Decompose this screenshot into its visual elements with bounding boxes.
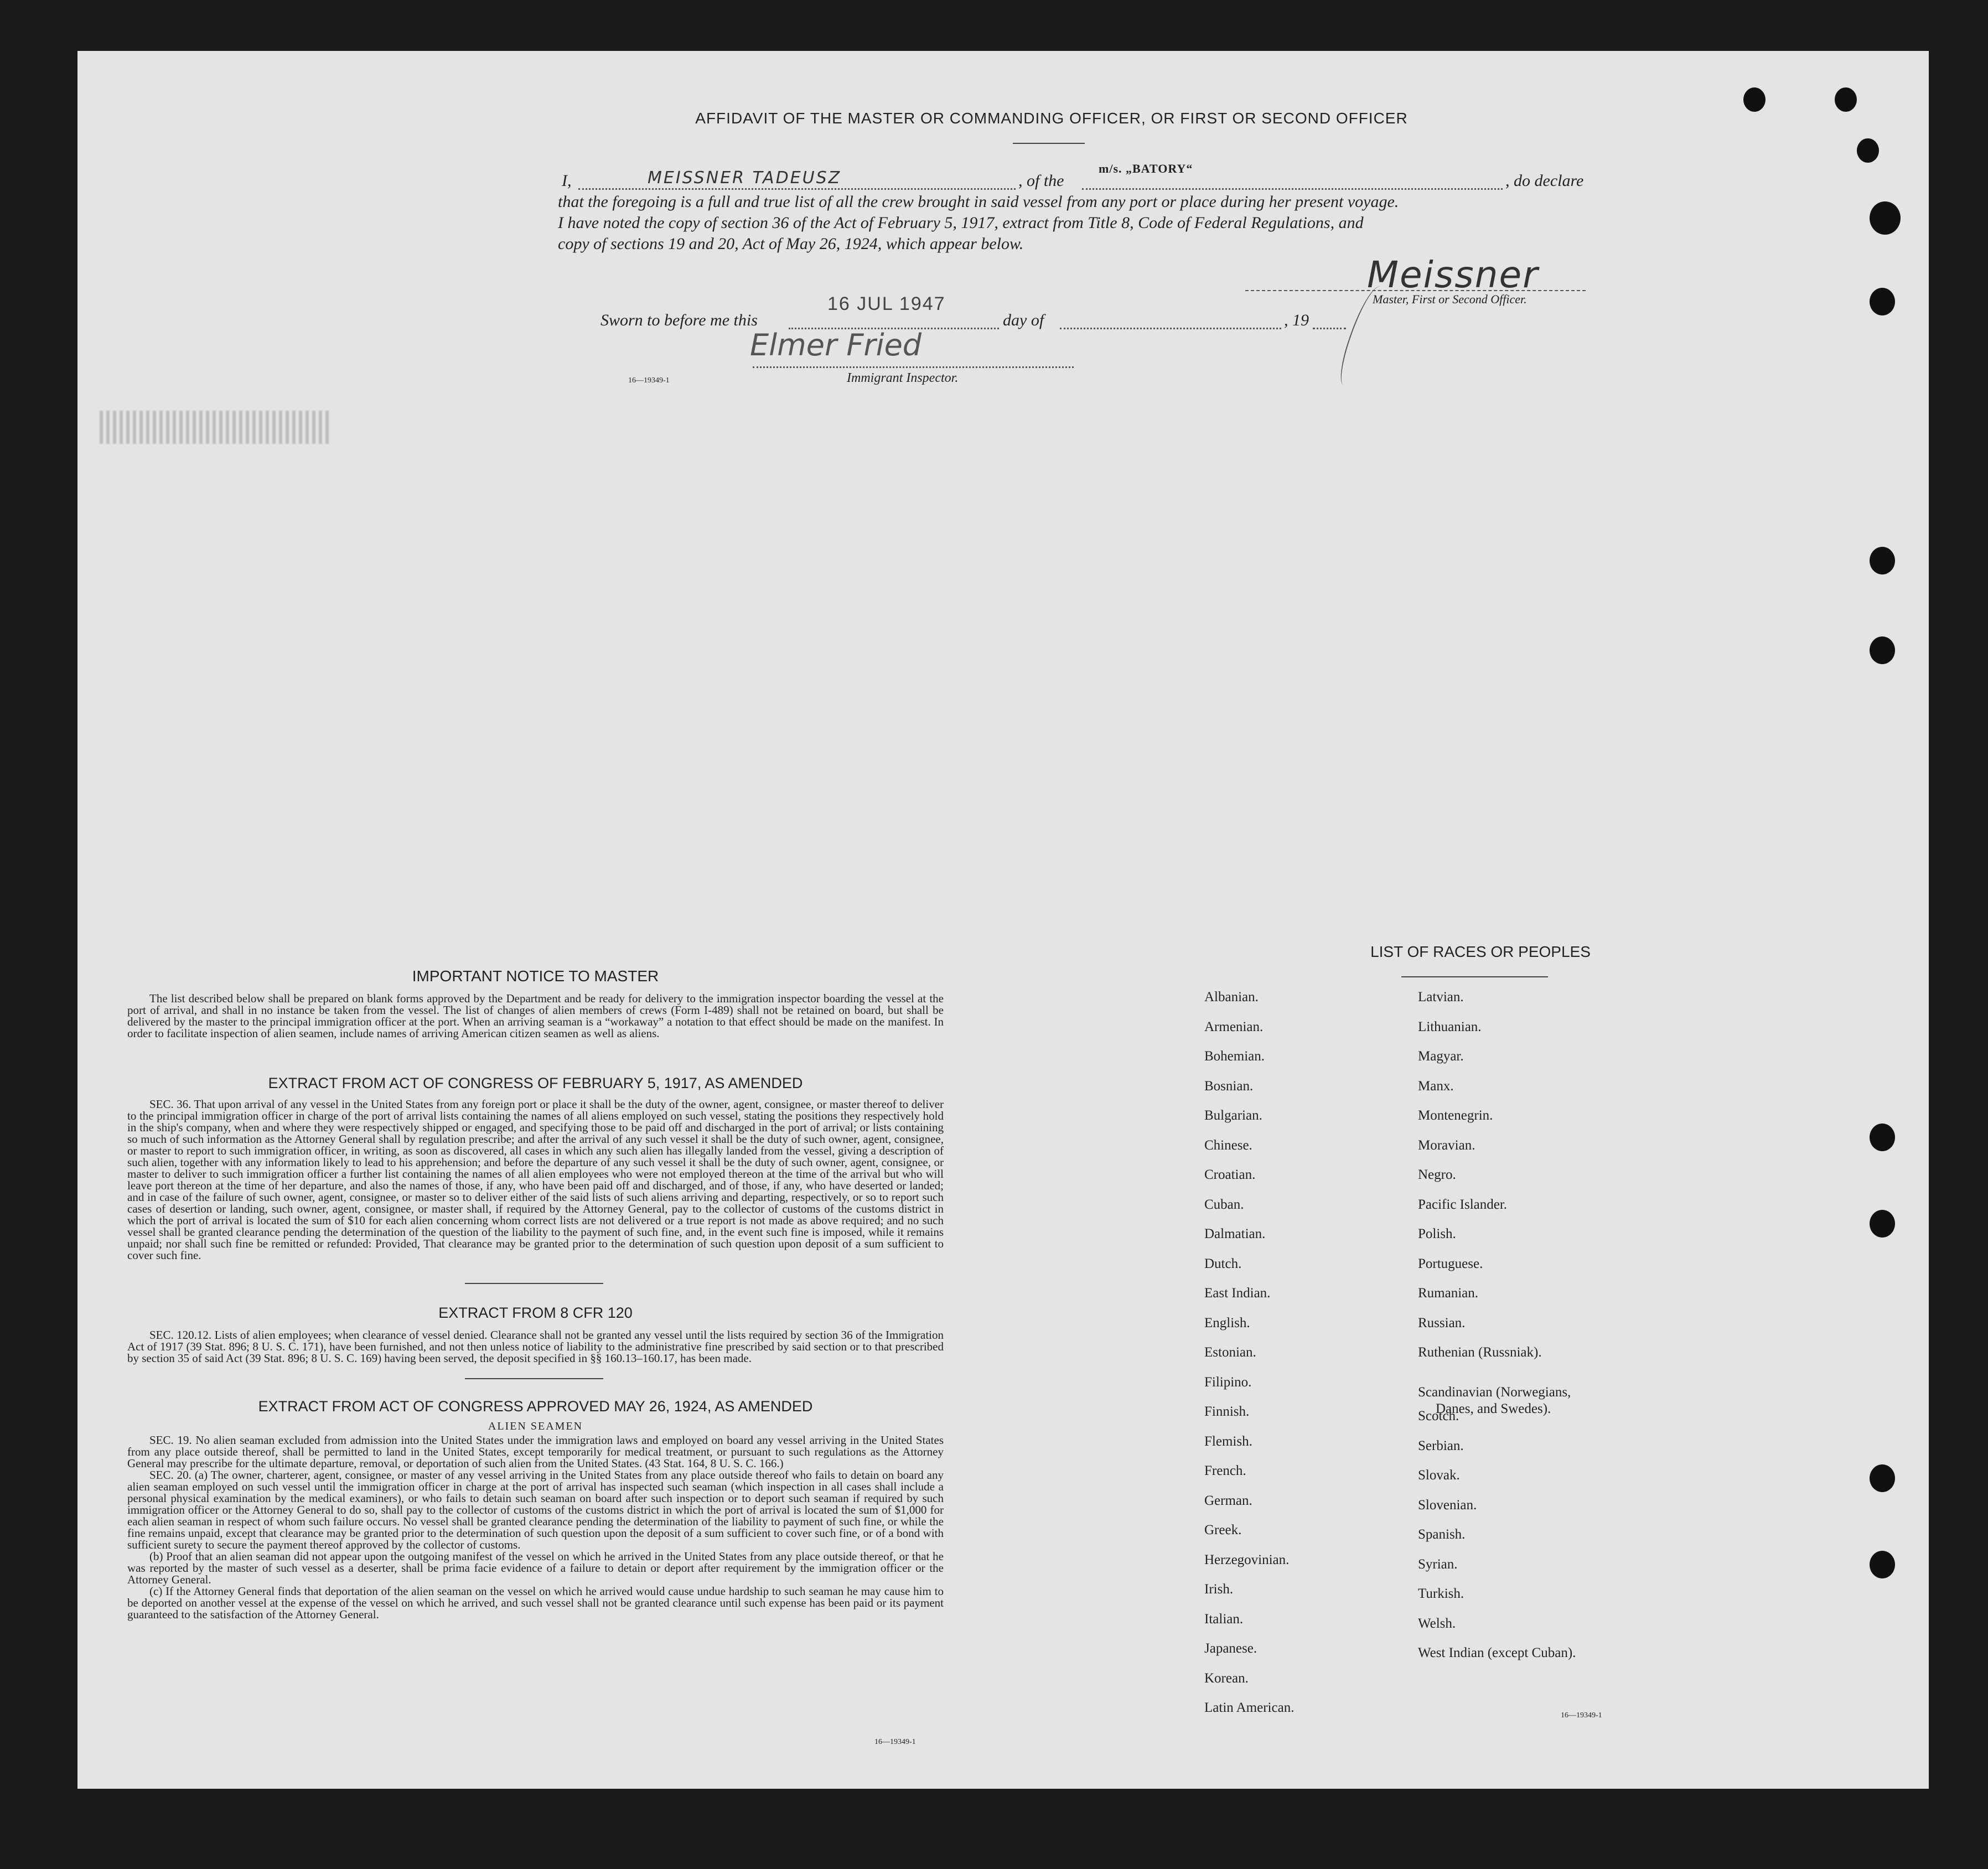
binder-hole [1835,87,1857,112]
race-item: Bosnian. [1204,1078,1254,1094]
document-page [77,51,1929,1789]
race-item: Bohemian. [1204,1049,1265,1064]
race-item: Irish. [1204,1582,1234,1597]
binder-hole [1857,138,1879,163]
race-item: Dalmatian. [1204,1226,1266,1241]
month-line [1060,328,1281,329]
race-item: Finnish. [1204,1404,1250,1419]
binder-hole [1870,547,1895,574]
race-item: Korean. [1204,1670,1249,1686]
race-item: Manx. [1418,1078,1454,1094]
race-item: Magyar. [1418,1049,1464,1064]
races-underline [1401,976,1548,977]
year-label: , 19 [1284,311,1309,329]
races-form-number: 16—19349-1 [1561,1711,1602,1720]
binder-hole [1870,288,1895,315]
notice-paragraph: The list described below shall be prepared on blank forms approved by the Department and be ready for delivery to the immigration inspector boarding the vessel at the port of arrival, and shall in no instance be taken from the vessel. The list of changes of alien members of crews (Form I-489) shall not be retained on board, but shall be delivered by the master to the principal immigration officer at the port. When an arriving seaman is a “workaway” a notation to that effect should be made on the manifest. In order to facilitate inspection of alien seamen, include names of arriving American citizen seamen as well as aliens. [127,992,944,1040]
race-item: Russian. [1418,1315,1466,1330]
divider [465,1378,603,1379]
race-item: Slovak. [1418,1468,1460,1483]
race-item: Scotch. [1418,1409,1459,1424]
race-item: Greek. [1204,1523,1242,1537]
master-signature: Meissner [1367,253,1539,296]
race-item: East Indian. [1204,1286,1271,1301]
sec36-paragraph: SEC. 36. That upon arrival of any vessel in the United States from any foreign port or place it shall be the duty of the owner, agent, consignee, or master thereof to deliver to the principal immigration officer in charge of the port of arrival lists containing the names of all aliens employed on such vessel, stating the positions they respectively hold in the ship's company, when and where they were respectively shipped or engaged, and specifying those to be paid off and discharged in the port of arrival; or lists containing so much of such information as the Attorney General shall by regulation prescribe; and after the arrival of any such vessel it shall be the duty of such owner, agent, consignee, or master to report to such immigration officer, in writing, as soon as discovered, all cases in which any such alien has illegally landed from the vessel, giving a description of such alien, together with any information likely to lead to his apprehension; and before the departure of any such vessel it shall be the duty of such owner, agent, consignee, or master to deliver to such immigration officer a further list containing the names of all alien employees who were not employed thereon at the time of the arrival but who will leave port thereon at the time of her departure, and also the names of those, if any, who have been paid off and discharged, and of those, if any, who have deserted or landed; and in case of the failure of such owner, agent, consignee, or master so to deliver either of the said lists of such aliens arriving and departing, respectively, or so to report such cases of desertion or landing, such owner, agent, consignee, or master shall, if required by the Attorney General, pay to the collector of customs of the customs district in which the port of arrival is located the sum of $10 for each alien concerning whom correct lists are not delivered or a true report is not made as above required; and no such vessel shall be granted clearance pending the determination of the question of the liability to the payment of such fine, and, in the event such fine is imposed, while it remains unpaid; nor shall such fine be remitted or refunded: Provided, That clearance may be granted prior to the determination of such question upon deposit of a sum sufficient to cover such fine. [127,1097,944,1262]
race-item: Turkish. [1418,1586,1464,1602]
race-item: Chinese. [1204,1137,1252,1153]
cfr-heading: EXTRACT FROM 8 CFR 120 [438,1304,633,1321]
binder-hole [1743,87,1766,112]
extract1917-text [127,1099,944,1261]
day-of-label: day of [1003,311,1044,329]
race-item: Rumanian. [1418,1286,1479,1301]
extract1924-heading: EXTRACT FROM ACT OF CONGRESS APPROVED MAY 26, 1924, AS AMENDED [258,1398,813,1415]
race-item: Bulgarian. [1204,1108,1262,1123]
affidavit-line-3: I have noted the copy of section 36 of the Act of February 5, 1917, extract from Title 8, Code of Federal Regulations, and [558,214,1364,232]
divider [465,1283,603,1284]
race-item: Moravian. [1418,1137,1476,1153]
sec20a-paragraph: SEC. 20. (a) The owner, charterer, agent, consignee, or master of any vessel arriving in the United States from any place outside thereof who fails to detain on board any alien seaman employed on such vessel until the immigration officer in charge at the port of arrival has inspected such seaman (which inspection in all cases shall include a personal physical examination by the medical examiners), or who fails to detain such seaman on board after such inspection or to deport such seaman if required by such immigration officer or the Attorney General to do so, shall pay to the collector of customs of the customs district in which the port of arrival is located the sum of $1,000 for each alien seaman in respect of whom such failure occurs. No vessel shall be granted clearance pending the determination of the liability to payment of such fine, or while the fine remains unpaid, except that clearance may be granted prior to the determination of such question upon the deposit of a sum sufficient to cover such fine, or of a bond with sufficient surety to secure the payment thereof approved by the collector of customs. [127,1468,944,1551]
sec19-paragraph: SEC. 19. No alien seaman excluded from admission into the United States under the immigration laws and employed on board any vessel arriving in the United States from any place outside thereof, shall be permitted to land in the United States, except temporarily for medical treatment, or pursuant to such regulations as the Attorney General may prescribe for the ultimate departure, removal, or deportation of such alien from the United States. (43 Stat. 164, 8 U. S. C. 166.) [127,1433,944,1470]
inspector-line [753,366,1074,368]
binder-hole [1870,636,1895,664]
affidavit-title: AFFIDAVIT OF THE MASTER OR COMMANDING OFFICER, OR FIRST OR SECOND OFFICER [695,110,1408,127]
sworn-label: Sworn to before me this [600,311,758,329]
extract-form-number: 16—19349-1 [874,1738,916,1746]
races-heading: LIST OF RACES OR PEOPLES [1370,943,1591,960]
race-item: Spanish. [1418,1527,1466,1542]
do-declare-label: , do declare [1505,172,1584,190]
master-name-handwritten: MEISSNER TADEUSZ [648,168,842,188]
cfr-text [127,1329,944,1364]
vessel-name: m/s. „BATORY“ [1099,162,1193,175]
race-item: Welsh. [1418,1616,1456,1631]
sec20c-paragraph: (c) If the Attorney General finds that deportation of the alien seaman on the vessel on which he arrived would cause undue hardship to such seaman he may cause him to be deported on another vessel at the expense of the vessel on which he arrived, and such vessel shall not be granted clearance until such expense has been paid or its payment guaranteed to the satisfaction of the Attorney General. [127,1585,944,1621]
race-item: Japanese. [1204,1641,1257,1656]
race-item: Albanian. [1204,990,1259,1005]
binder-hole [1870,1464,1895,1492]
vessel-line [1082,188,1503,190]
extract1924-text [127,1435,944,1621]
binder-hole [1870,1124,1895,1151]
race-item: Polish. [1418,1226,1456,1241]
race-item: West Indian (except Cuban). [1418,1645,1576,1661]
race-item: Armenian. [1204,1019,1264,1034]
sec20b-paragraph: (b) Proof that an alien seaman did not appear upon the outgoing manifest of the vessel on which he arrived in the United States from any place outside thereof, or that he was reported by the master of such vessel as a deserter, shall be prima facie evidence of a failure to detain or deport after requirement by the immigration officer or the Attorney General. [127,1550,944,1586]
race-item: Latin American. [1204,1700,1295,1715]
race-item: French. [1204,1463,1246,1478]
affidavit-line-2: that the foregoing is a full and true list of all the crew brought in said vessel from any port or place during her present voyage. [558,193,1399,211]
inspector-signature: Elmer Fried [750,328,922,363]
race-item: Montenegrin. [1418,1108,1493,1123]
faded-stamp [100,411,332,444]
race-item: Estonian. [1204,1345,1256,1360]
signature-line [1245,290,1586,291]
extract1917-heading: EXTRACT FROM ACT OF CONGRESS OF FEBRUARY 5, 1917, AS AMENDED [268,1075,803,1091]
date-stamp: 16 JUL 1947 [827,293,946,314]
inspector-label: Immigrant Inspector. [847,371,959,385]
master-label: Master, First or Second Officer. [1373,292,1527,306]
race-item: Syrian. [1418,1556,1458,1572]
notice-heading: IMPORTANT NOTICE TO MASTER [412,967,659,985]
title-underline [1013,143,1085,144]
race-item: Dutch. [1204,1256,1242,1271]
race-item: Serbian. [1418,1438,1464,1453]
sec12012-paragraph: SEC. 120.12. Lists of alien employees; when clearance of vessel denied. Clearance shall not be granted any vessel until the lists required by section 36 of the Immigration Act of 1917 (39 Stat. 896; 8 U. S. C. 171), have been furnished, and not then unless notice of liability to the administrative fine prescribed by said section or to that prescribed by section 35 of said Act (39 Stat. 896; 8 U. S. C. 169) having been served, the deposit specified in §§ 160.13–160.17, has been made. [127,1328,944,1365]
race-item: Slovenian. [1418,1497,1477,1513]
race-item: English. [1204,1315,1250,1330]
alien-seamen-subheading: ALIEN SEAMEN [488,1420,583,1432]
race-item: Croatian. [1204,1167,1256,1182]
notice-text [127,993,944,1039]
binder-hole [1870,1210,1895,1238]
race-item: Lithuanian. [1418,1019,1482,1034]
race-item: Herzegovinian. [1204,1552,1290,1567]
affidavit-form-number: 16—19349-1 [628,376,670,385]
race-item: Latvian. [1418,990,1464,1005]
race-item: Pacific Islander. [1418,1197,1508,1212]
year-line [1313,328,1346,329]
affidavit-i-label: I, [562,172,572,190]
race-item: Danes, and Swedes). [1436,1401,1551,1416]
affidavit-line-4: copy of sections 19 and 20, Act of May 26, 1924, which appear below. [558,235,1024,253]
race-item: Italian. [1204,1611,1244,1627]
name-line [578,188,1016,190]
race-item: Negro. [1418,1167,1456,1182]
race-item: Cuban. [1204,1197,1244,1212]
binder-hole [1870,1551,1895,1578]
race-item: German. [1204,1493,1252,1508]
race-item: Scandinavian (Norwegians, [1418,1384,1571,1400]
race-item: Ruthenian (Russniak). [1418,1345,1542,1360]
race-item: Portuguese. [1418,1256,1483,1271]
of-the-label: , of the [1018,172,1064,190]
race-item: Flemish. [1204,1433,1252,1449]
race-item: Filipino. [1204,1374,1252,1390]
binder-hole [1870,201,1901,235]
